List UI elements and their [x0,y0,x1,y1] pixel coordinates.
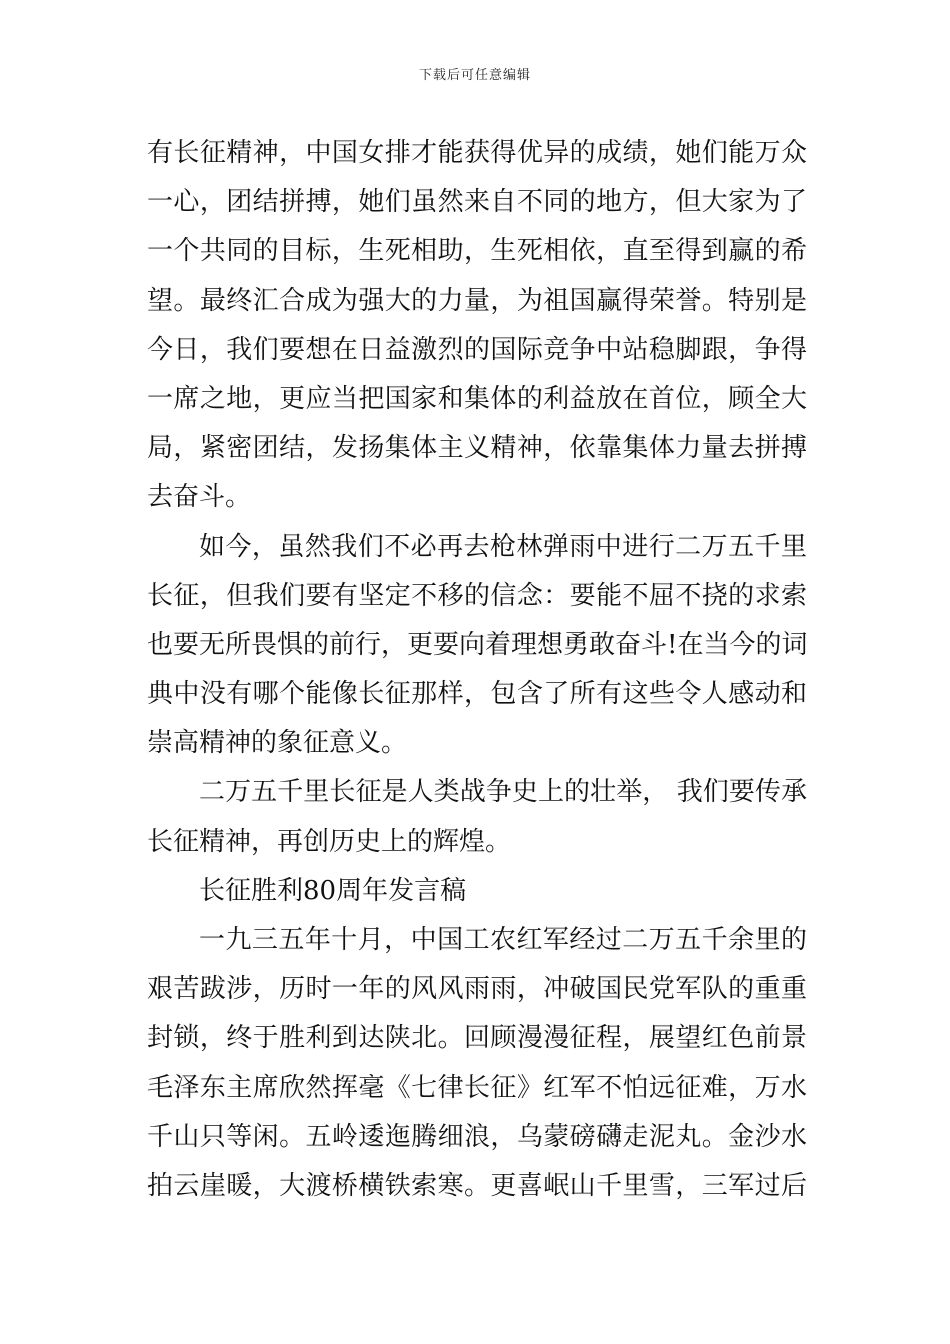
text-line: 典中没有哪个能像长征那样，包含了所有这些令人感动和 [147,679,807,710]
text-line: 长征精神，再创历史上的辉煌。 [147,826,512,857]
text-line: 封锁，终于胜利到达陕北。回顾漫漫征程，展望红色前景 [147,1023,807,1054]
text-line: 艰苦跋涉，历时一年的风风雨雨，冲破国民党军队的重重 [147,974,807,1005]
section-heading: 长征胜利80周年发言稿 [199,875,467,906]
page-header: 下载后可任意编辑 [418,68,531,83]
text-line: 崇高精神的象征意义。 [147,728,408,759]
text-line: 千山只等闲。五岭逶迤腾细浪，乌蒙磅礴走泥丸。金沙水 [147,1121,807,1152]
text-line: 二万五千里长征是人类战争史上的壮举， 我们要传承 [199,777,807,808]
text-line: 也要无所畏惧的前行，更要向着理想勇敢奋斗!在当今的词 [147,629,808,660]
text-line: 望。最终汇合成为强大的力量，为祖国赢得荣誉。特别是 [147,285,807,316]
text-line: 一席之地，更应当把国家和集体的利益放在首位，顾全大 [147,383,807,414]
document-body [147,129,807,1211]
text-line: 今日，我们要想在日益激烈的国际竞争中站稳脚跟，争得 [147,334,807,365]
text-line: 拍云崖暖，大渡桥横铁索寒。更喜岷山千里雪，三军过后 [147,1170,807,1201]
text-line: 一九三五年十月，中国工农红军经过二万五千余里的 [199,925,807,955]
text-line: 有长征精神，中国女排才能获得优异的成绩，她们能万众 [147,138,807,168]
text-line: 局，紧密团结，发扬集体主义精神，依靠集体力量去拼搏 [147,433,807,464]
text-line: 一心，团结拼搏，她们虽然来自不同的地方，但大家为了 [147,187,807,218]
text-line: 毛泽东主席欣然挥毫《七律长征》红军不怕远征难，万水 [147,1072,807,1103]
text-line: 长征，但我们要有坚定不移的信念：要能不屈不挠的求索 [147,580,807,611]
text-line: 去奋斗。 [147,482,252,513]
text-line: 一个共同的目标，生死相助，生死相依，直至得到赢的希 [147,236,807,267]
text-line: 如今，虽然我们不必再去枪林弹雨中进行二万五千里 [199,531,807,562]
